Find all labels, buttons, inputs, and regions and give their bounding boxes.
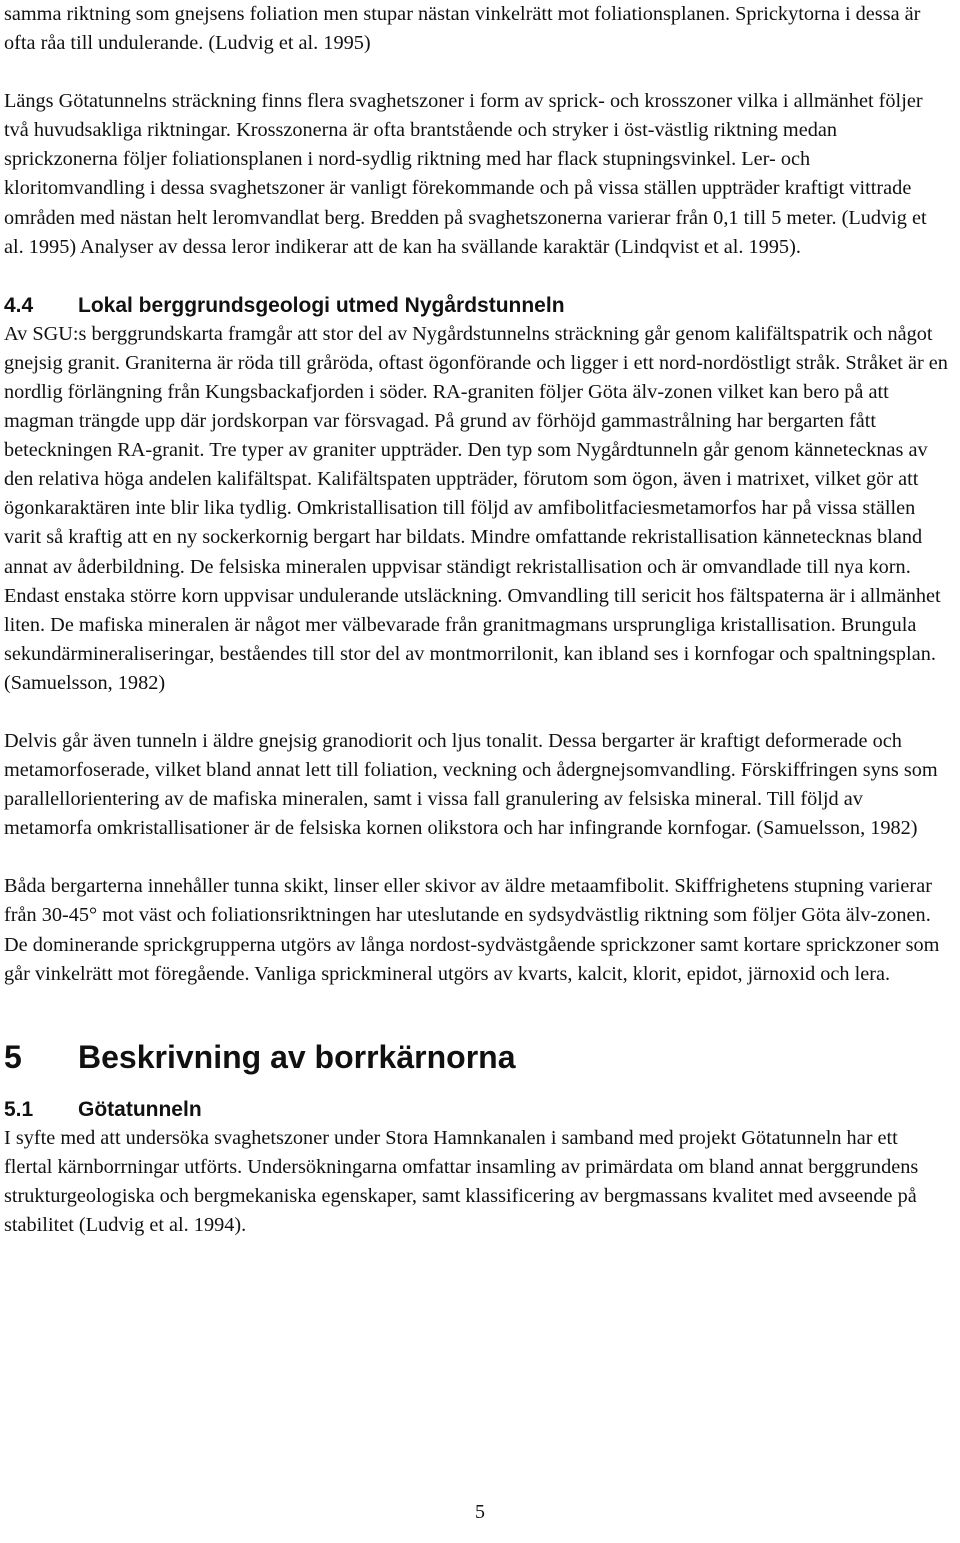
- section-title: Götatunneln: [78, 1097, 202, 1121]
- paragraph-granodiorite-tonalite: Delvis går även tunneln i äldre gnejsig granodiorit och ljus tonalit. Dessa bergarter är kraftigt deformerade och metamorfoserade, vilket bland annat lett till foliation, veckning och ådergnejsomvandling. Förskiffringen syns som parallellorientering av de mafiska mineralen, samt i vissa fall granulering av felsiska mineral. Till följd av metamorfa omkristallisationer är de felsiska kornen olikstora och har infingrande kornfogar. (Samuelsson, 1982): [4, 729, 938, 840]
- paragraph-sgu-bedrock-map: Av SGU:s berggrundskarta framgår att stor del av Nygårdstunnelns sträckning går genom kalifältspatrik och något gnejsig granit. Graniterna är röda till gråröda, oftast ögonförande och ligger i ett nord-nordöstligt stråk. Stråket är en nordlig förlängning från Kungsbackafjorden i söder. RA-graniten följer Göta älv-zonen vilket kan bero på att magman trängde upp där jordskorpan var försvagad. På grund av förhöjd gammastrålning har bergarten fått beteckningen RA-granit. Tre typer av graniter uppträder. Den typ som Nygårdtunneln går genom kännetecknas av den relativa höga andelen kalifältspat. Kalifältspaten uppträder, förutom som ögon, även i matrixet, vilket gör att ögonkaraktären inte blir lika tydlig. Omkristallisation till följd av amfibolitfaciesmetamorfos har på vissa ställen varit så kraftig att en ny sockerkornig bergart har bildats. Mindre omfattande rekristallisation kännetecknas bland annat av åderbildning. De felsiska mineralen uppvisar ständigt rekristallisation och är omvandlade till nya korn. Endast enstaka större korn uppvisar undulerande utsläckning. Omvandling till sericit hos fältspaterna är i allmänhet liten. De mafiska mineralen är något mer välbevarade från granitmagmans ursprungliga kristallisation. Brungula sekundärmineraliseringar, beståendes till stor del av montmorrilonit, kan ibland ses i kornfogar och spaltningsplan. (Samuelsson, 1982): [4, 322, 948, 694]
- document-page: [4, 0, 950, 1240]
- paragraph-gotatunneln-weakness-zones: Längs Götatunnelns sträckning finns flera svaghetszoner i form av sprick- och krosszoner vilka i allmänhet följer två huvudsakliga riktningar. Krosszonerna är ofta brantstående och stryker i öst-västlig riktning medan sprickzonerna följer foliationsplanen i nord-sydlig riktning med har flack stupningsvinkel. Ler- och kloritomvandling i dessa svaghetszoner är vanligt förekommande och på vissa ställen uppträder kraftigt vittrade områden med nästan helt leromvandlat berg. Bredden på svaghetszonerna varierar från 0,1 till 5 meter. (Ludvig et al. 1995) Analyser av dessa leror indikerar att de kan ha svällande karaktär (Lindqvist et al. 1995).: [4, 90, 927, 258]
- page-number: 5: [475, 1501, 485, 1523]
- chapter-heading-5: [4, 1037, 950, 1077]
- section-number: 4.4: [4, 293, 34, 317]
- chapter-number: 5: [4, 1038, 22, 1075]
- section-number: 5.1: [4, 1097, 34, 1121]
- section-heading-4-4: [4, 291, 950, 320]
- paragraph-metaamfibolit: Båda bergarterna innehåller tunna skikt, linser eller skivor av äldre metaamfibolit. Skiffrighetens stupning varierar från 30-45° mot väst och foliationsriktningen har uteslutande en sydsydvästlig riktning som följer Göta älv-zonen. De dominerande sprickgrupperna utgörs av långa nordost-sydvästgående sprickzoner samt kortare sprickzoner som går vinkelrätt mot föregående. Vanliga sprickmineral utgörs av kvarts, kalcit, klorit, epidot, järnoxid och lera.: [4, 875, 940, 985]
- section-title: Lokal berggrundsgeologi utmed Nygårdstunneln: [78, 293, 565, 317]
- paragraph-core-drilling: I syfte med att undersöka svaghetszoner under Stora Hamnkanalen i samband med projekt Götatunneln har ett flertal kärnborrningar utförts. Undersökningarna omfattar insamling av primärdata om bland annat berggrundens strukturgeologiska och bergmekaniska egenskaper, samt klassificering av bergmassans kvalitet med avseende på stabilitet (Ludvig et al. 1994).: [4, 1126, 919, 1236]
- paragraph-continuation: samma riktning som gnejsens foliation men stupar nästan vinkelrätt mot foliationsplanen. Sprickytorna i dessa är ofta råa till undulerande. (Ludvig et al. 1995): [4, 3, 921, 55]
- section-heading-5-1: [4, 1095, 950, 1124]
- chapter-title: Beskrivning av borrkärnorna: [78, 1038, 516, 1075]
